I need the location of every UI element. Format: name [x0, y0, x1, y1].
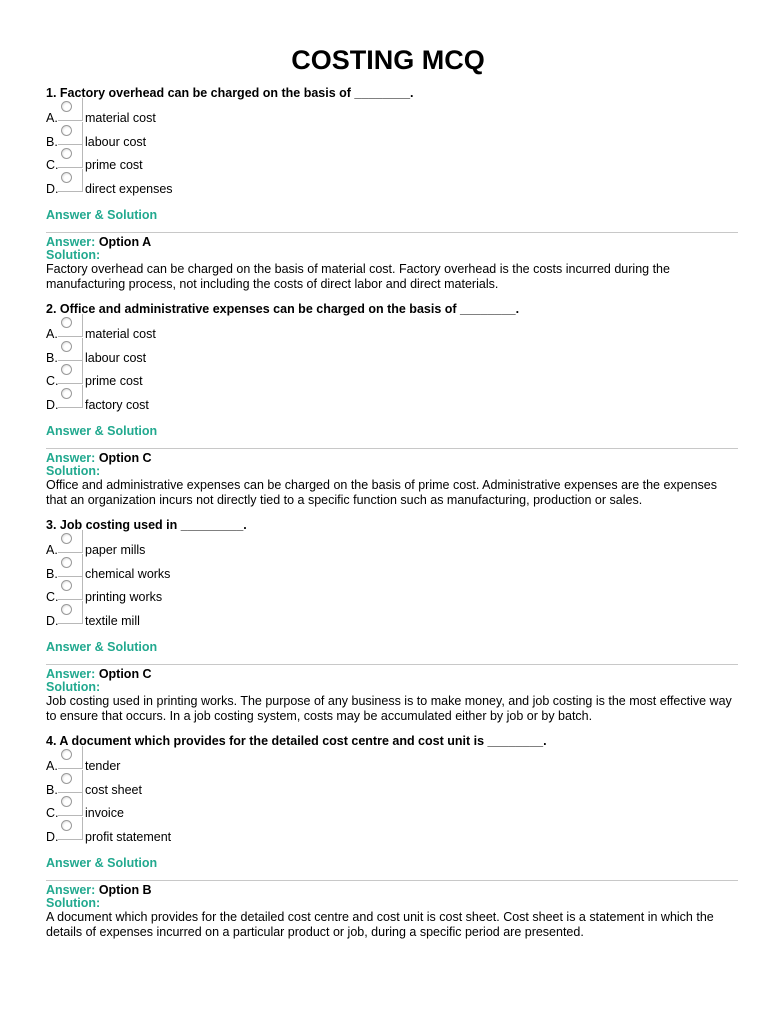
- answer-option[interactable]: [46, 148, 738, 172]
- option-letter: B.: [46, 350, 58, 365]
- option-letter: D.: [46, 613, 59, 628]
- radio-button-icon[interactable]: [61, 557, 72, 568]
- radio-button-icon[interactable]: [61, 317, 72, 328]
- answer-label: Answer:: [46, 667, 96, 681]
- option-letter: D.: [46, 397, 59, 412]
- solution-text: A document which provides for the detailed cost centre and cost unit is cost sheet. Cost sheet is a statement in which the details of expenses incurred on a particular product or job, during a specific period are presented.: [46, 910, 714, 939]
- divider: [46, 880, 738, 881]
- radio-button-icon[interactable]: [61, 101, 72, 112]
- radio-button-icon[interactable]: [61, 148, 72, 159]
- option-text: invoice: [85, 806, 124, 820]
- option-letter: D.: [46, 829, 59, 844]
- option-text: profit statement: [85, 829, 172, 844]
- question-list: [46, 86, 738, 940]
- radio-button-icon[interactable]: [61, 341, 72, 352]
- radio-button-frame[interactable]: [58, 338, 83, 361]
- radio-button-frame[interactable]: [58, 746, 83, 769]
- answer-line: [46, 235, 738, 249]
- divider: [46, 448, 738, 449]
- option-text: direct expenses: [85, 181, 173, 196]
- radio-button-frame[interactable]: [58, 577, 83, 600]
- radio-button-icon[interactable]: [61, 580, 72, 591]
- answer-line: [46, 667, 738, 681]
- solution-label: Solution:: [46, 680, 101, 694]
- answer-solution-link[interactable]: Answer & Solution: [46, 856, 158, 870]
- answer-option[interactable]: [46, 364, 738, 388]
- divider: [46, 664, 738, 665]
- radio-button-icon[interactable]: [61, 172, 72, 183]
- solution-label: Solution:: [46, 248, 101, 262]
- option-letter: C.: [46, 806, 59, 820]
- radio-button-frame[interactable]: [58, 817, 83, 840]
- option-text: cost sheet: [85, 782, 142, 797]
- answer-solution-link[interactable]: Answer & Solution: [46, 208, 158, 222]
- answer-option[interactable]: [46, 388, 738, 412]
- page-title: COSTING MCQ: [291, 45, 485, 75]
- divider: [46, 232, 738, 233]
- answer-option[interactable]: [46, 604, 738, 628]
- radio-button-icon[interactable]: [61, 749, 72, 760]
- radio-button-frame[interactable]: [58, 770, 83, 793]
- option-text: material cost: [85, 327, 156, 341]
- question-block: [46, 734, 738, 940]
- radio-button-icon[interactable]: [61, 820, 72, 831]
- radio-button-frame[interactable]: [58, 361, 83, 384]
- answer-option[interactable]: [46, 557, 738, 581]
- answer-option[interactable]: [46, 341, 738, 365]
- answer-option[interactable]: [46, 317, 738, 341]
- radio-button-frame[interactable]: [58, 98, 83, 121]
- option-text: material cost: [85, 111, 156, 125]
- option-text: factory cost: [85, 397, 149, 412]
- radio-button-icon[interactable]: [61, 796, 72, 807]
- option-text: prime cost: [85, 374, 143, 388]
- option-letter: A.: [46, 327, 58, 341]
- answer-option[interactable]: [46, 533, 738, 557]
- radio-button-icon[interactable]: [61, 773, 72, 784]
- answer-option[interactable]: [46, 796, 738, 820]
- option-text: paper mills: [85, 543, 146, 557]
- option-text: prime cost: [85, 158, 143, 172]
- answer-option[interactable]: [46, 172, 738, 196]
- option-letter: A.: [46, 759, 58, 773]
- question-block: [46, 302, 738, 508]
- solution-text: Factory overhead can be charged on the basis of material cost. Factory overhead is the costs incurred during the manufacturing process, not including the costs of direct labor and direct materials.: [46, 262, 670, 291]
- radio-button-frame[interactable]: [58, 122, 83, 145]
- option-letter: A.: [46, 543, 58, 557]
- option-text: chemical works: [85, 566, 171, 581]
- option-text: tender: [85, 759, 121, 773]
- solution-text: Office and administrative expenses can be charged on the basis of prime cost. Administrative expenses are the expenses that an organization incurs not directly tied to a specific function such as manufacturing, production or sales.: [46, 478, 717, 507]
- option-letter: D.: [46, 181, 59, 196]
- option-letter: B.: [46, 134, 58, 149]
- radio-button-frame[interactable]: [58, 554, 83, 577]
- radio-button-frame[interactable]: [58, 314, 83, 337]
- option-letter: C.: [46, 590, 59, 604]
- radio-button-frame[interactable]: [58, 385, 83, 408]
- radio-button-frame[interactable]: [58, 145, 83, 168]
- answer-option[interactable]: [46, 749, 738, 773]
- answer-solution-link[interactable]: Answer & Solution: [46, 640, 158, 654]
- option-letter: A.: [46, 111, 58, 125]
- answer-option[interactable]: [46, 101, 738, 125]
- option-text: printing works: [85, 590, 163, 604]
- question-text: 1. Factory overhead can be charged on the basis of ________.: [46, 86, 414, 100]
- radio-button-icon[interactable]: [61, 533, 72, 544]
- option-letter: C.: [46, 374, 59, 388]
- radio-button-icon[interactable]: [61, 604, 72, 615]
- answer-label: Answer:: [46, 235, 96, 249]
- answer-value: Option C: [98, 451, 152, 465]
- radio-button-icon[interactable]: [61, 388, 72, 399]
- question-text: 4. A document which provides for the detailed cost centre and cost unit is ________.: [46, 734, 547, 748]
- answer-solution-link[interactable]: Answer & Solution: [46, 424, 158, 438]
- radio-button-frame[interactable]: [58, 530, 83, 553]
- question-text: 2. Office and administrative expenses can be charged on the basis of ________.: [46, 302, 520, 316]
- option-letter: B.: [46, 782, 58, 797]
- solution-label: Solution:: [46, 896, 101, 910]
- answer-label: Answer:: [46, 883, 96, 897]
- option-text: textile mill: [85, 613, 140, 628]
- answer-value: Option A: [98, 235, 152, 249]
- radio-button-frame[interactable]: [58, 793, 83, 816]
- question-block: [46, 518, 738, 724]
- radio-button-frame[interactable]: [58, 169, 83, 192]
- option-text: labour cost: [85, 350, 147, 365]
- answer-line: [46, 451, 738, 465]
- answer-option[interactable]: [46, 773, 738, 797]
- radio-button-icon[interactable]: [61, 125, 72, 136]
- mcq-page: [46, 0, 738, 940]
- question-text: 3. Job costing used in _________.: [46, 518, 247, 532]
- option-letter: C.: [46, 158, 59, 172]
- answer-line: [46, 883, 738, 897]
- option-letter: B.: [46, 566, 58, 581]
- answer-option[interactable]: [46, 820, 738, 844]
- answer-option[interactable]: [46, 580, 738, 604]
- question-block: [46, 86, 738, 292]
- answer-option[interactable]: [46, 125, 738, 149]
- radio-button-frame[interactable]: [58, 601, 83, 624]
- solution-text: Job costing used in printing works. The purpose of any business is to make money, and job costing is the most effective way to ensure that occurs. In a job costing system, costs may be accumulated either by job or by batch.: [46, 694, 732, 723]
- radio-button-icon[interactable]: [61, 364, 72, 375]
- answer-value: Option C: [98, 667, 152, 681]
- solution-label: Solution:: [46, 464, 101, 478]
- answer-label: Answer:: [46, 451, 96, 465]
- answer-value: Option B: [98, 883, 152, 897]
- option-text: labour cost: [85, 134, 147, 149]
